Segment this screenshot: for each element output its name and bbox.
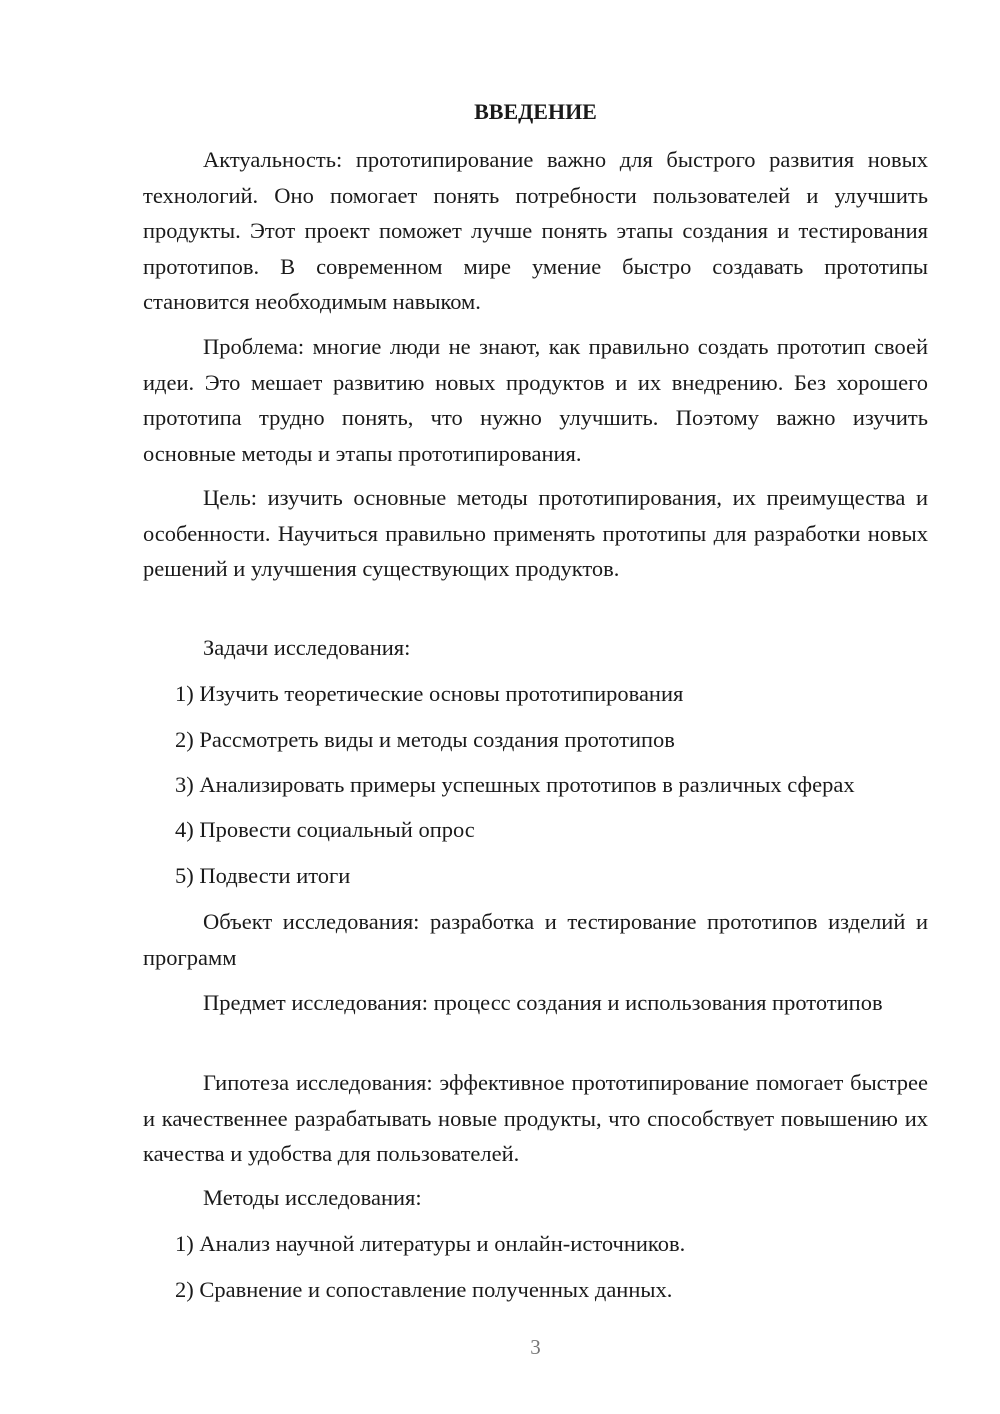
list-item: 3) Анализировать примеры успешных прототипов в различных сферах (175, 772, 855, 797)
methods-heading: Методы исследования: (203, 1185, 422, 1210)
object-paragraph: Объект исследования: разработка и тестирование прототипов изделий и программ (143, 909, 928, 970)
list-item: 1) Изучить теоретические основы прототипирования (175, 681, 684, 706)
list-item: 5) Подвести итоги (175, 863, 351, 888)
goal-paragraph: Цель: изучить основные методы прототипирования, их преимущества и особенности. Научиться правильно применять прототипы для разработки новых решений и улучшения существующих продуктов. (143, 485, 928, 581)
tasks-heading: Задачи исследования: (203, 635, 411, 660)
list-item: 2) Сравнение и сопоставление полученных данных. (175, 1277, 673, 1302)
list-item: 2) Рассмотреть виды и методы создания прототипов (175, 727, 675, 752)
relevance-paragraph: Актуальность: прототипирование важно для быстрого развития новых технологий. Оно помогает понять потребности пользователей и улучшить продукты. Этот проект поможет лучше понять этапы создания и тестирования прототипов. В современном мире умение быстро создавать прототипы становится необходимым навыком. (143, 147, 928, 314)
subject-paragraph: Предмет исследования: процесс создания и использования прототипов (203, 990, 883, 1015)
problem-paragraph: Проблема: многие люди не знают, как правильно создать прототип своей идеи. Это мешает развитию новых продуктов и их внедрению. Без хорошего прототипа трудно понять, что нужно улучшить. Поэтому важно изучить основные методы и этапы прототипирования. (143, 334, 928, 466)
hypothesis-paragraph: Гипотеза исследования: эффективное прототипирование помогает быстрее и качественнее разрабатывать новые продукты, что способствует повышению их качества и удобства для пользователей. (143, 1070, 928, 1166)
page-number: 3 (530, 1335, 541, 1359)
list-item: 4) Провести социальный опрос (175, 817, 475, 842)
page-title: ВВЕДЕНИЕ (474, 99, 597, 124)
list-item: 1) Анализ научной литературы и онлайн-источников. (175, 1231, 686, 1256)
